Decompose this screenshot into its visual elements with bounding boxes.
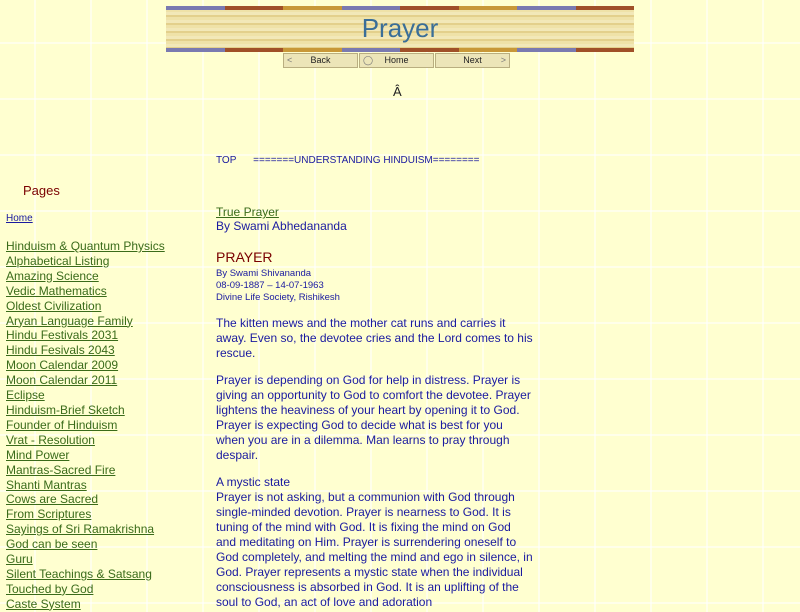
banner-stripe-segment xyxy=(576,48,635,52)
main-content xyxy=(216,205,534,610)
article-heading: PRAYER xyxy=(216,249,273,265)
sidebar-link[interactable]: Hindu Festivals 2031 xyxy=(6,328,119,343)
sidebar-link[interactable]: Oldest Civilization xyxy=(6,298,102,313)
sidebar-link[interactable]: Eclipse xyxy=(6,388,45,403)
subheading: A mystic state xyxy=(216,475,291,489)
banner-stripe-segment xyxy=(166,48,225,52)
banner-stripe-segment xyxy=(283,48,342,52)
banner-stripe-segment xyxy=(517,48,576,52)
author-dates: 08-09-1887 – 14-07-1963 xyxy=(216,280,324,291)
sidebar-home-link[interactable]: Home xyxy=(6,213,33,224)
top-bar xyxy=(216,155,479,166)
sidebar-link[interactable]: Amazing Science xyxy=(6,268,99,283)
author: By Swami Shivananda xyxy=(216,268,312,279)
sidebar-link[interactable]: Vrat - Resolution xyxy=(6,432,95,447)
banner-stripe-segment xyxy=(342,48,401,52)
banner-stripe-segment xyxy=(400,48,459,52)
banner-stripe-segment xyxy=(342,6,401,10)
top-link[interactable]: TOP xyxy=(216,155,237,166)
paragraph-2: Prayer is depending on God for help in distress. Prayer is giving an opportunity to God to comfort the devotee. Prayer lightens the heaviness of your heart by opening it to God. Prayer is expecting God to decide what is best for you when you are in a dilemma. Man learns to pray through despair. xyxy=(216,373,531,462)
banner-stripe-top xyxy=(166,6,634,10)
sidebar-list xyxy=(6,239,196,612)
chevron-right-icon: > xyxy=(500,55,506,65)
next-button[interactable] xyxy=(435,53,510,68)
sidebar-link[interactable]: Hinduism-Brief Sketch xyxy=(6,402,125,417)
sidebar-link[interactable]: Cows are Sacred xyxy=(6,492,99,507)
next-button-label: Next xyxy=(463,55,482,65)
sidebar xyxy=(6,183,196,612)
back-button-label: Back xyxy=(310,55,331,65)
sidebar-link[interactable]: Moon Calendar 2011 xyxy=(6,373,118,388)
sidebar-link[interactable]: Touched by God xyxy=(6,581,94,596)
back-button[interactable] xyxy=(283,53,358,68)
stray-glyph: Â xyxy=(393,84,402,99)
home-button[interactable] xyxy=(359,53,434,68)
paragraph-1: The kitten mews and the mother cat runs and carries it away. Even so, the devotee cries and the Lord comes to his rescue. xyxy=(216,316,533,360)
nav-bar xyxy=(283,53,510,68)
banner-stripe-segment xyxy=(459,6,518,10)
banner-stripe-segment xyxy=(166,6,225,10)
banner-stripe-segment xyxy=(225,6,284,10)
sidebar-link[interactable]: Mantras-Sacred Fire xyxy=(6,462,116,477)
sidebar-link[interactable]: Hindu Fesivals 2043 xyxy=(6,343,115,358)
sidebar-link[interactable]: Caste System xyxy=(6,596,81,611)
sidebar-link[interactable]: Shanti Mantras xyxy=(6,477,87,492)
chevron-left-icon: < xyxy=(287,55,293,65)
sidebar-link[interactable]: Hinduism & Quantum Physics xyxy=(6,239,165,253)
banner-stripe-segment xyxy=(283,6,342,10)
sidebar-link[interactable]: Mind Power xyxy=(6,447,70,462)
paragraph-3: Prayer is not asking, but a communion with God through single-minded devotion. Prayer is nearness to God. It is tuning of the mind with God. It is fixing the mind on God and meditating on Him. Prayer is surrendering oneself to God completely, and melting the mind and ego in silence, in God. Prayer represents a mystic state when the individual consciousness is absorbed in God. It is an uplifting of the soul to God, an act of love and adoration xyxy=(216,490,533,609)
sidebar-link[interactable]: Alphabetical Listing xyxy=(6,253,110,268)
true-prayer-link[interactable]: True Prayer xyxy=(216,205,279,219)
page-banner xyxy=(166,6,634,52)
home-button-label: Home xyxy=(384,55,409,65)
sidebar-link[interactable]: Founder of Hinduism xyxy=(6,417,118,432)
page-title: Prayer xyxy=(361,13,439,43)
banner-stripe-bottom xyxy=(166,48,634,52)
banner-stripe-segment xyxy=(576,6,635,10)
sidebar-link[interactable]: God can be seen xyxy=(6,537,98,552)
sidebar-title: Pages xyxy=(23,183,60,198)
byline: By Swami Abhedananda xyxy=(216,219,347,233)
circle-icon: ◯ xyxy=(363,55,374,65)
sidebar-link[interactable]: Moon Calendar 2009 xyxy=(6,358,119,373)
sidebar-link[interactable]: Vedic Mathematics xyxy=(6,283,107,298)
banner-stripe-segment xyxy=(225,48,284,52)
section-heading: =======UNDERSTANDING HINDUISM======== xyxy=(253,155,480,166)
sidebar-link[interactable]: Guru xyxy=(6,552,33,567)
banner-stripe-segment xyxy=(517,6,576,10)
sidebar-link[interactable]: Sayings of Sri Ramakrishna xyxy=(6,522,155,537)
banner-stripe-segment xyxy=(400,6,459,10)
sidebar-link[interactable]: Aryan Language Family xyxy=(6,313,133,328)
sidebar-link[interactable]: Silent Teachings & Satsang xyxy=(6,566,152,581)
society: Divine Life Society, Rishikesh xyxy=(216,292,340,303)
banner-stripe-segment xyxy=(459,48,518,52)
sidebar-link[interactable]: From Scriptures xyxy=(6,507,92,522)
